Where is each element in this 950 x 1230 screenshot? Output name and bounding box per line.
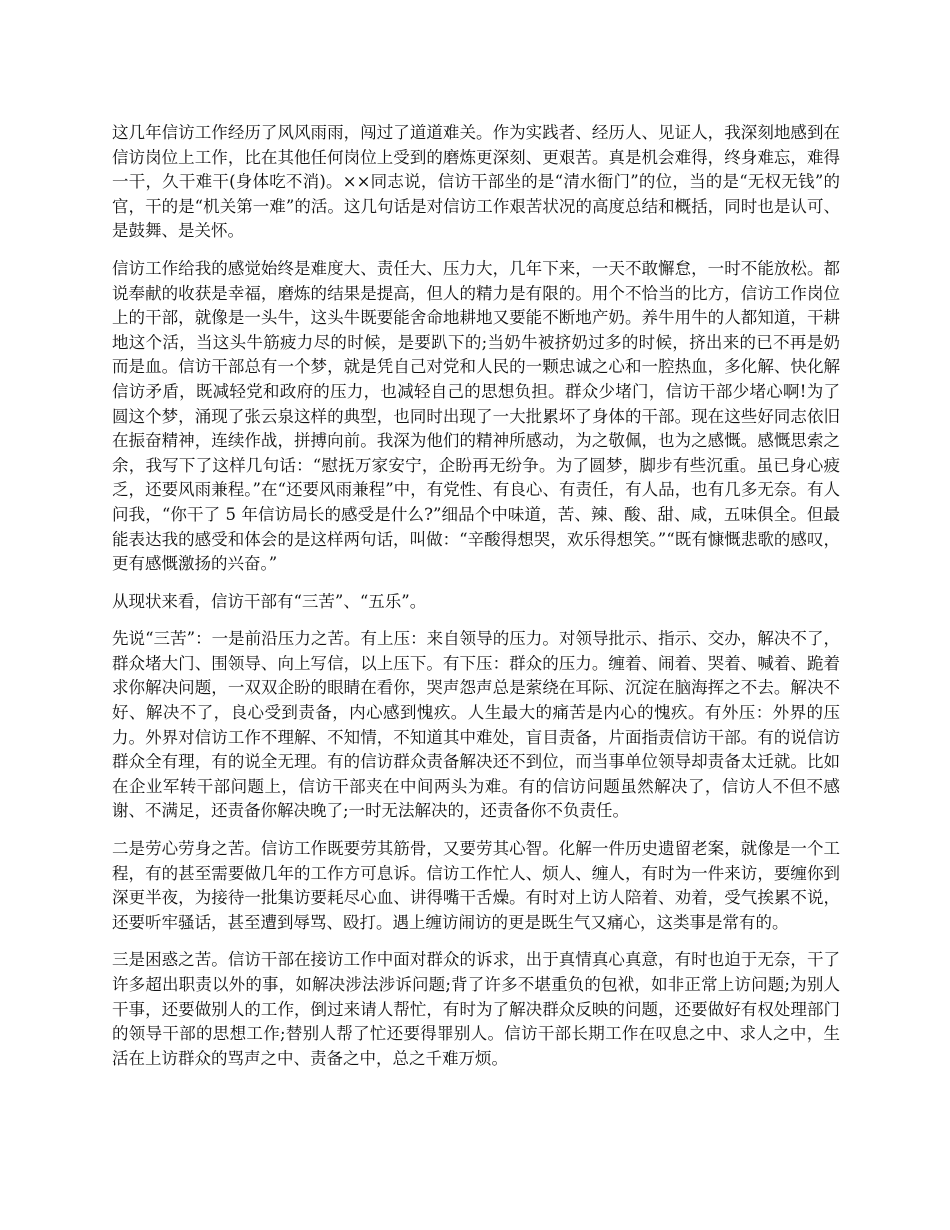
paragraph-intro: 这几年信访工作经历了风风雨雨，闯过了道道难关。作为实践者、经历人、见证人，我深刻地感到在信访岗位上工作，比在其他任何岗位上受到的磨炼更深刻、更艰苦。真是机会难得，终身难忘，难得一干，久干难干(身体吃不消)。××同志说，信访干部坐的是“清水衙门”的位，当的是“无权无钱”的官，干的是“机关第一难”的活。这几句话是对信访工作艰苦状况的高度总结和概括，同时也是认可、是鼓舞、是关怀。 [112, 123, 840, 241]
paragraph-first-hardship: 先说“三苦”：一是前沿压力之苦。有上压：来自领导的压力。对领导批示、指示、交办，解决不了，群众堵大门、围领导、向上写信，以上压下。有下压：群众的压力。缠着、闹着、哭着、喊着、跪着求你解决问题，一双双企盼的眼睛在看你，哭声怨声总是萦绕在耳际、沉淀在脑海挥之不去。解决不好、解决不了，良心受到责备，内心感到愧疚。人生最大的痛苦是内心的愧疚。有外压：外界的压力。外界对信访工作不理解、不知情，不知道其中难处，盲目责备，片面指责信访干部。有的说信访群众全有理，有的说全无理。有的信访群众责备解决还不到位，而当事单位领导却责备太迁就。比如在企业军转干部问题上，信访干部夹在中间两头为难。有的信访问题虽然解决了，信访人不但不感谢、不满足，还责备你解决晚了;一时无法解决的，还责备你不负责任。 [112, 629, 840, 821]
paragraph-summary: 从现状来看，信访干部有“三苦”、“五乐”。 [112, 591, 427, 611]
document-body [112, 121, 840, 1084]
paragraph-second-hardship: 二是劳心劳身之苦。信访工作既要劳其筋骨，又要劳其心智。化解一件历史遗留老案，就像是一个工程，有的甚至需要做几年的工作方可息诉。信访工作忙人、烦人、缠人，有时为一件来访，要缠你到深更半夜，为接待一批集访要耗尽心血、讲得嘴干舌燥。有时对上访人陪着、劝着，受气挨累不说，还要听牢骚话，甚至遭到辱骂、殴打。遇上缠访闹访的更是既生气又痛心，这类事是常有的。 [112, 839, 840, 932]
paragraph-third-hardship: 三是困惑之苦。信访干部在接访工作中面对群众的诉求，出于真情真心真意，有时也迫于无奈，干了许多超出职责以外的事，如解决涉法涉诉问题;背了许多不堪重负的包袱，如非正常上访问题;为别人干事，还要做别人的工作，倒过来请人帮忙，有时为了解决群众反映的问题，还要做好有权处理部门的领导干部的思想工作;替别人帮了忙还要得罪别人。信访干部长期工作在叹息之中、求人之中，生活在上访群众的骂声之中、责备之中，总之千难万烦。 [112, 950, 840, 1068]
paragraph-feelings: 信访工作给我的感觉始终是难度大、责任大、压力大，几年下来，一天不敢懈怠，一时不能放松。都说奉献的收获是幸福，磨炼的结果是提高，但人的精力是有限的。用个不恰当的比方，信访工作岗位上的干部，就像是一头牛，这头牛既要能舍命地耕地又要能不断地产奶。养牛用牛的人都知道，干耕地这个活，当这头牛筋疲力尽的时候，是要趴下的;当奶牛被挤奶过多的时候，挤出来的已不再是奶而是血。信访干部总有一个梦，就是凭自己对党和人民的一颗忠诚之心和一腔热血，多化解、快化解信访矛盾，既减轻党和政府的压力，也减轻自己的思想负担。群众少堵门，信访干部少堵心啊!为了圆这个梦，涌现了张云泉这样的典型，也同时出现了一大批累坏了身体的干部。现在这些好同志依旧在振奋精神，连续作战，拼搏向前。我深为他们的精神所感动，为之敬佩，也为之感慨。感慨思索之余，我写下了这样几句话：“慰抚万家安宁，企盼再无纷争。为了圆梦，脚步有些沉重。虽已身心疲乏，还要风雨兼程。”在“还要风雨兼程”中，有党性、有良心、有责任，有人品，也有几多无奈。有人问我，“你干了 5 年信访局长的感受是什么?”细品个中味道，苦、辣、酸、甜、咸，五味俱全。但最能表达我的感受和体会的是这样两句话，叫做：“辛酸得想哭，欢乐得想笑。”“既有慷慨悲歌的感叹，更有感慨激扬的兴奋。” [112, 258, 840, 574]
